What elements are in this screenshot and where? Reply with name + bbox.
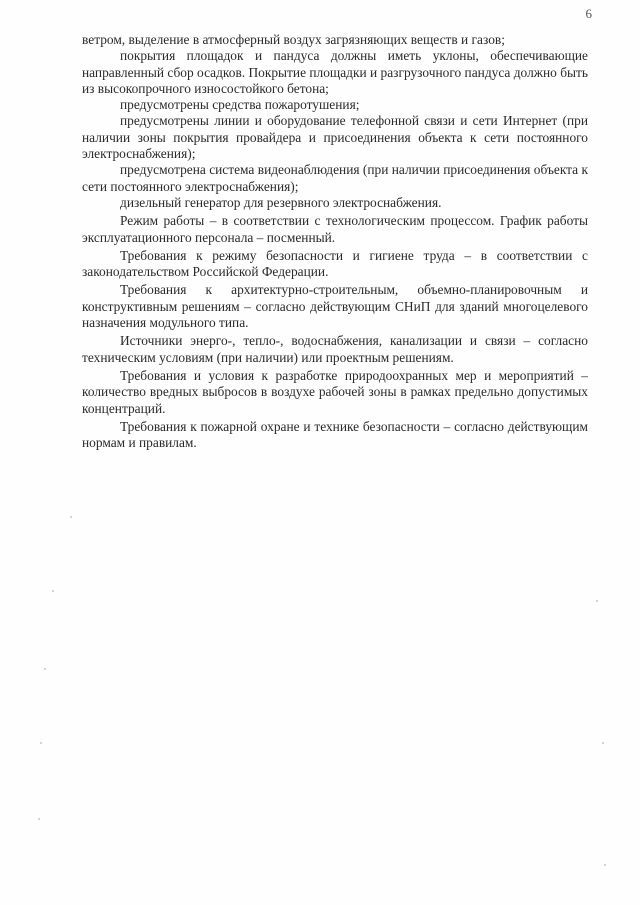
page-number: 6 xyxy=(585,6,592,21)
scan-speck xyxy=(40,742,42,744)
paragraph-safety-requirements: Требования к режиму безопасности и гигиене труда – в соответствии с законодательством Российской Федерации. xyxy=(82,247,588,280)
scan-speck xyxy=(602,742,604,744)
paragraph-fire-protection: Требования к пожарной охране и технике безопасности – согласно действующим нормам и правилам. xyxy=(82,418,588,451)
document-body xyxy=(82,32,588,451)
paragraph-video-surveillance: предусмотрена система видеонаблюдения (при наличии присоединения объекта к сети постоянного электроснабжения); xyxy=(82,162,588,194)
paragraph-diesel-generator: дизельный генератор для резервного электроснабжения. xyxy=(120,194,442,210)
scan-speck xyxy=(604,864,606,866)
paragraph-continuation: ветром, выделение в атмосферный воздух загрязняющих веществ и газов; xyxy=(82,32,505,47)
scan-speck xyxy=(38,818,40,820)
paragraph-fire-extinguishing: предусмотрены средства пожаротушения; xyxy=(120,97,360,113)
scan-speck xyxy=(44,668,46,670)
paragraph-pavement-slopes: покрытия площадок и пандуса должны иметь уклоны, обеспечивающие направленный сбор осадков. Покрытие площадки и разгрузочного пандуса должно быть из высокопрочного износостойкого бетона; xyxy=(82,48,588,96)
scan-speck xyxy=(52,590,54,592)
paragraph-telephone-internet: предусмотрены линии и оборудование телефонной связи и сети Интернет (при наличии зоны покрытия провайдера и присоединения объекта к сети постоянного электроснабжения); xyxy=(82,113,588,162)
scan-speck xyxy=(70,516,72,518)
paragraph-utility-sources: Источники энерго-, тепло-, водоснабжения, канализации и связи – согласно техническим условиям (при наличии) или проектным решениям. xyxy=(82,333,588,365)
scan-speck xyxy=(596,600,598,602)
paragraph-environmental-requirements: Требования и условия к разработке природоохранных мер и мероприятий – количество вредных выбросов в воздухе рабочей зоны в рамках предельно допустимых концентраций. xyxy=(82,367,588,416)
paragraph-architectural-requirements: Требования к архитектурно-строительным, объемно-планировочным и конструктивным решениям – согласно действующим СНиП для зданий многоцелевого назначения модульного типа. xyxy=(82,282,588,331)
paragraph-work-mode: Режим работы – в соответствии с технологическим процессом. График работы эксплуатационного персонала – посменный. xyxy=(82,213,588,245)
